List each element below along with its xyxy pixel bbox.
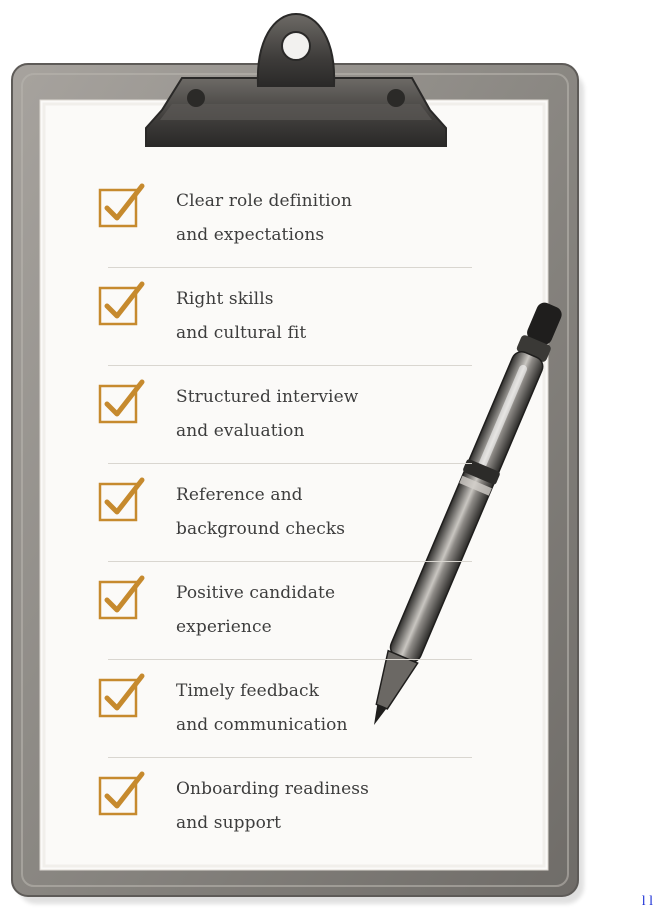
checkbox-checked-icon — [98, 182, 146, 228]
checkbox-checked-icon — [98, 378, 146, 424]
checklist-item-line: and expectations — [176, 225, 325, 245]
checklist-item-text — [176, 282, 306, 350]
checklist-item-line: Onboarding readiness — [176, 779, 369, 799]
checkbox-checked-icon — [98, 280, 146, 326]
checklist-item-line: Clear role definition — [176, 191, 353, 211]
checklist-item-line: Positive candidate — [176, 583, 336, 603]
checklist-item-text — [176, 184, 352, 252]
checklist-item-line: experience — [176, 617, 272, 637]
checklist-item — [92, 170, 472, 268]
checklist-item-text — [176, 772, 369, 840]
corner-link[interactable]: l l — [641, 894, 653, 909]
checklist-item-line: Structured interview — [176, 387, 359, 407]
checkbox-checked-icon — [98, 770, 146, 816]
checklist-item — [92, 268, 472, 366]
checkbox-checked-icon — [98, 672, 146, 718]
checkbox-checked-icon — [98, 574, 146, 620]
checklist-item-line: Reference and — [176, 485, 303, 505]
checklist-item-line: Timely feedback — [176, 681, 320, 701]
checklist-item-line: and communication — [176, 715, 348, 735]
checklist-item-text — [176, 576, 335, 644]
checklist-item-line: and evaluation — [176, 421, 305, 441]
checklist-item-line: and support — [176, 813, 282, 833]
checklist-item — [92, 660, 472, 758]
checklist-item — [92, 464, 472, 562]
checklist-item-text — [176, 478, 345, 546]
checklist-item-line: Right skills — [176, 289, 274, 309]
checklist-item-text — [176, 674, 348, 742]
checklist-item — [92, 366, 472, 464]
checklist-item — [92, 758, 472, 856]
checkbox-checked-icon — [98, 476, 146, 522]
checklist — [92, 170, 472, 856]
checklist-item-line: and cultural fit — [176, 323, 307, 343]
checklist-item-line: background checks — [176, 519, 346, 539]
checklist-item — [92, 562, 472, 660]
checklist-item-text — [176, 380, 358, 448]
